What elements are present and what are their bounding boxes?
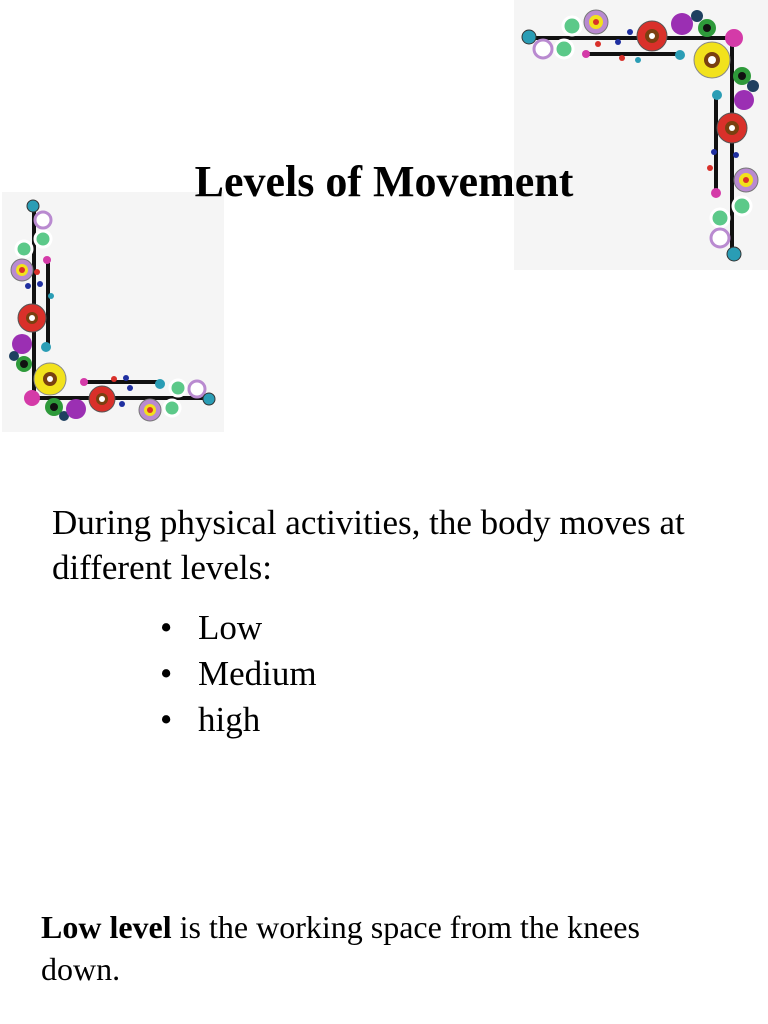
definition-text: is the working space from the knees down. xyxy=(41,909,640,987)
bullet-icon: • xyxy=(160,700,173,739)
intro-paragraph: During physical activities, the body moves at different levels: xyxy=(52,503,685,587)
bottom-left-corner-ornament xyxy=(2,192,224,432)
list-item-label: high xyxy=(198,700,261,739)
circle-border-ornament-icon xyxy=(2,192,224,432)
slide-title: Levels of Movement xyxy=(194,157,574,206)
list-item-label: Low xyxy=(198,608,263,647)
levels-list xyxy=(160,605,317,743)
bullet-icon: • xyxy=(160,608,173,647)
list-item xyxy=(160,651,317,697)
list-item xyxy=(160,697,317,743)
top-right-corner-ornament xyxy=(514,0,768,270)
low-level-definition xyxy=(41,906,701,990)
bullet-icon: • xyxy=(160,654,173,693)
list-item xyxy=(160,605,317,651)
circle-border-ornament-icon xyxy=(514,0,768,270)
term-bold: Low level xyxy=(41,909,172,945)
list-item-label: Medium xyxy=(198,654,317,693)
